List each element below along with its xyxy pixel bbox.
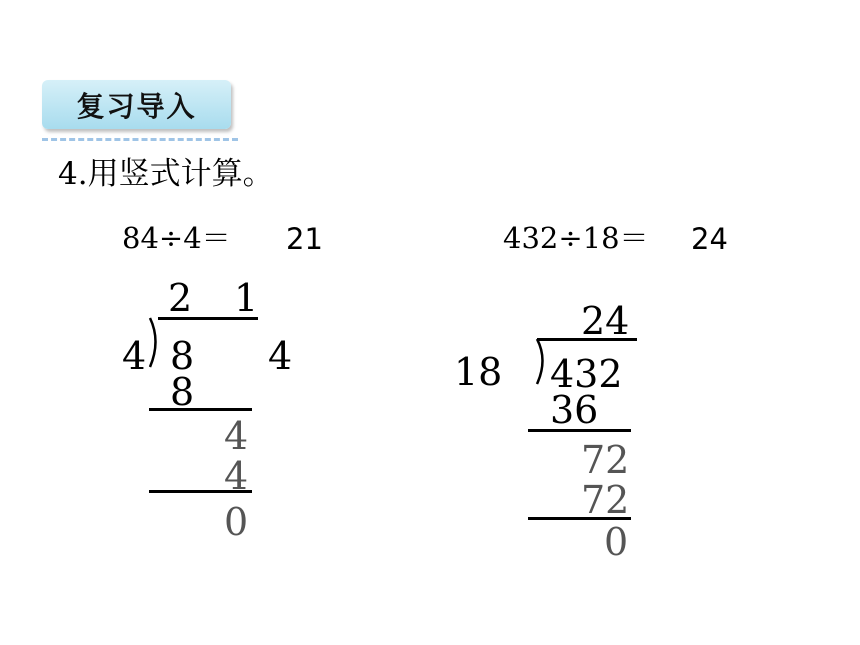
section-badge: 复习导入: [42, 80, 231, 129]
problem2-vinculum: [537, 338, 637, 341]
problem2-division-bracket: [534, 338, 550, 386]
problem2-subtract-line-1: [528, 429, 631, 432]
problem1-equation: 84÷4＝: [122, 221, 231, 255]
problem2-subtract-1: 36: [550, 388, 599, 432]
problem1-division-bracket: [147, 317, 163, 369]
problem1-remainder: 0: [224, 500, 249, 544]
problem1-quotient-digit-2: 1: [234, 276, 259, 320]
problem1-dividend-digit-2: 4: [268, 334, 293, 378]
problem1-quotient-digit-1: 2: [168, 276, 193, 320]
question-prompt: 4.用竖式计算。: [58, 156, 274, 192]
problem2-partial: 72: [581, 438, 630, 482]
problem2-answer: 24: [691, 222, 728, 256]
problem2-quotient: 24: [581, 299, 630, 343]
badge-underline: [42, 138, 238, 141]
problem1-vinculum: [158, 317, 258, 320]
problem1-bring-down: 4: [224, 414, 249, 458]
problem2-subtract-2: 72: [581, 478, 630, 522]
problem1-subtract-2: 4: [224, 454, 249, 498]
problem1-subtract-line-1: [149, 408, 252, 411]
problem1-divisor: 4: [122, 334, 147, 378]
problem2-dividend: 432: [550, 352, 623, 396]
problem2-divisor: 18: [454, 350, 503, 394]
problem2-remainder: 0: [604, 520, 629, 564]
problem1-dividend-digit-1: 8: [170, 334, 195, 378]
problem1-answer: 21: [286, 222, 323, 256]
problem1-subtract-1: 8: [170, 370, 195, 414]
problem1-subtract-line-2: [149, 490, 252, 493]
problem2-equation: 432÷18＝: [503, 221, 649, 255]
